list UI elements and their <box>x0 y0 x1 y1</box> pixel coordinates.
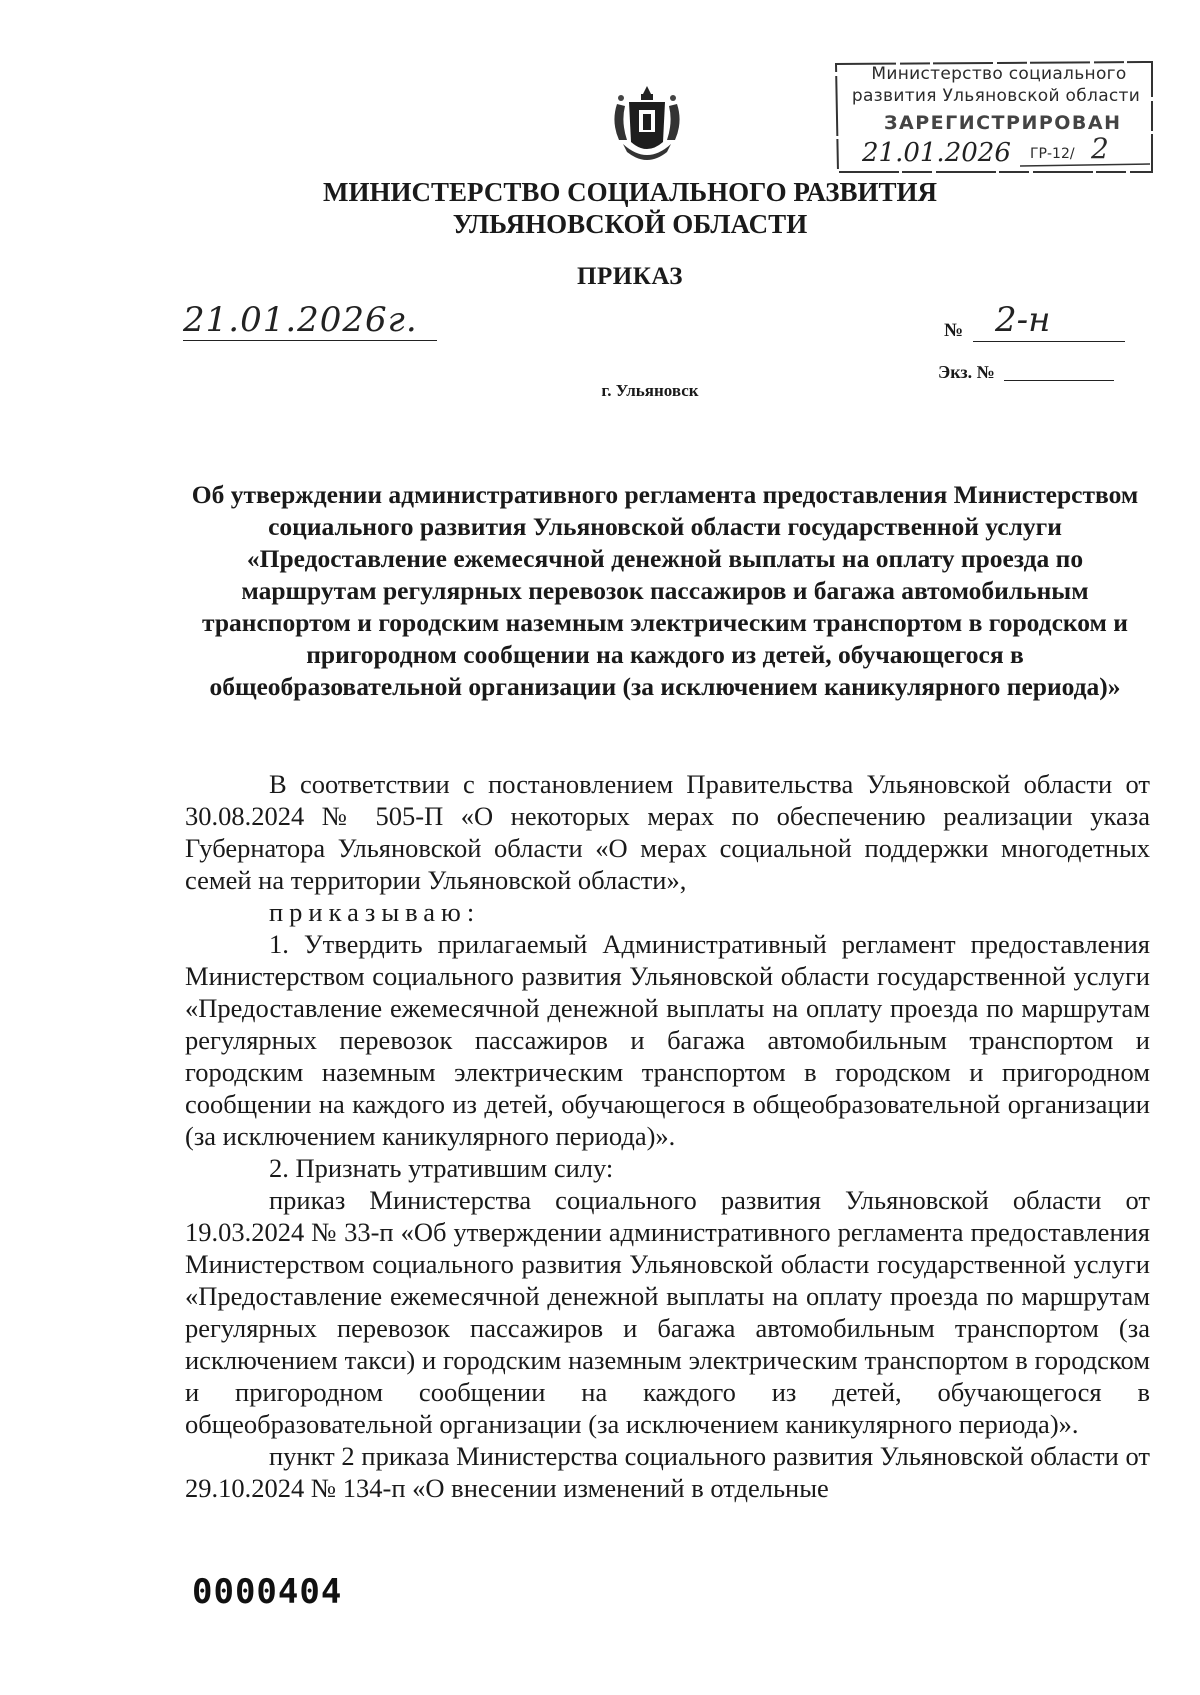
item-2-paragraph: 2. Признать утратившим силу: <box>269 1153 614 1183</box>
city: г. Ульяновск <box>601 381 699 400</box>
copy-number-label: Экз. № <box>938 362 995 382</box>
item-1-paragraph: 1. Утвердить прилагаемый Административный регламент предоставления Министерством социального развития Ульяновской области государственной услуги «Предоставление ежемесячной денежной выплаты на оплату проезда по маршрутам регулярных перевозок пассажиров и багажа автомобильным транспортом и городским наземным электрическим транспортом в городском и пригородном сообщении на каждого из детей, обучающегося в общеобразовательной организации (за исключением каникулярного периода)». <box>185 929 1150 1151</box>
order-date: 21.01.2026г. <box>183 300 418 340</box>
registration-stamp <box>834 60 1154 174</box>
order-number: 2-н <box>995 300 1051 340</box>
item-2b-paragraph: пункт 2 приказа Министерства социального развития Ульяновской области от 29.10.2024 № 134-п «О внесении изменений в отдельные <box>185 1441 1150 1503</box>
number-label: № <box>944 320 964 341</box>
stamp-org-line2: развития Ульяновской области <box>851 86 1141 106</box>
stamp-org-line1: Министерство социального <box>871 64 1127 84</box>
form-serial-number: 0000404 <box>192 1572 343 1612</box>
stamp-date: 21.01.2026 <box>862 138 1011 168</box>
document-title: Об утверждении административного регламента предоставления Министерством социального развития Ульяновской области государственной услуги «Предоставление ежемесячной денежной выплаты на оплату проезда по маршрутам регулярных перевозок пассажиров и багажа автомобильным транспортом и городским наземным электрическим транспортом в городском и пригородном сообщении на каждого из детей, обучающегося в общеобразовательной организации (за исключением каникулярного периода)» <box>191 480 1139 701</box>
document-type: ПРИКАЗ <box>577 263 683 290</box>
date-underline <box>183 340 437 341</box>
copy-number-line <box>1004 380 1114 381</box>
coat-of-arms-emblem <box>609 82 685 166</box>
stamp-status: ЗАРЕГИСТРИРОВАН <box>884 112 1122 134</box>
preamble-paragraph: В соответствии с постановлением Правительства Ульяновской области от 30.08.2024 № 505-П «О некоторых мерах по обеспечению реализации указа Губернатора Ульяновской области «О мерах социальной поддержки многодетных семей на территории Ульяновской области», <box>185 769 1150 895</box>
ministry-heading <box>200 176 1060 240</box>
order-word: приказываю: <box>269 897 481 927</box>
ministry-line2: УЛЬЯНОВСКОЙ ОБЛАСТИ <box>452 209 808 239</box>
number-underline <box>973 341 1125 342</box>
ministry-line1: МИНИСТЕРСТВО СОЦИАЛЬНОГО РАЗВИТИЯ <box>323 177 937 207</box>
document-body <box>185 768 1150 1504</box>
item-2a-paragraph: приказ Министерства социального развития Ульяновской области от 19.03.2024 № 33-п «Об утверждении административного регламента предоставления Министерством социального развития Ульяновской области государственной услуги «Предоставление ежемесячной денежной выплаты на оплату проезда по маршрутам регулярных перевозок пассажиров и багажа автомобильным транспортом (за исключением такси) и городским наземным электрическим транспортом в городском и пригородном сообщении на каждого из детей, обучающегося в общеобразовательной организации (за исключением каникулярного периода)». <box>185 1185 1150 1439</box>
stamp-code: ГР-12/ <box>1030 146 1075 162</box>
stamp-number: 2 <box>1091 132 1109 165</box>
